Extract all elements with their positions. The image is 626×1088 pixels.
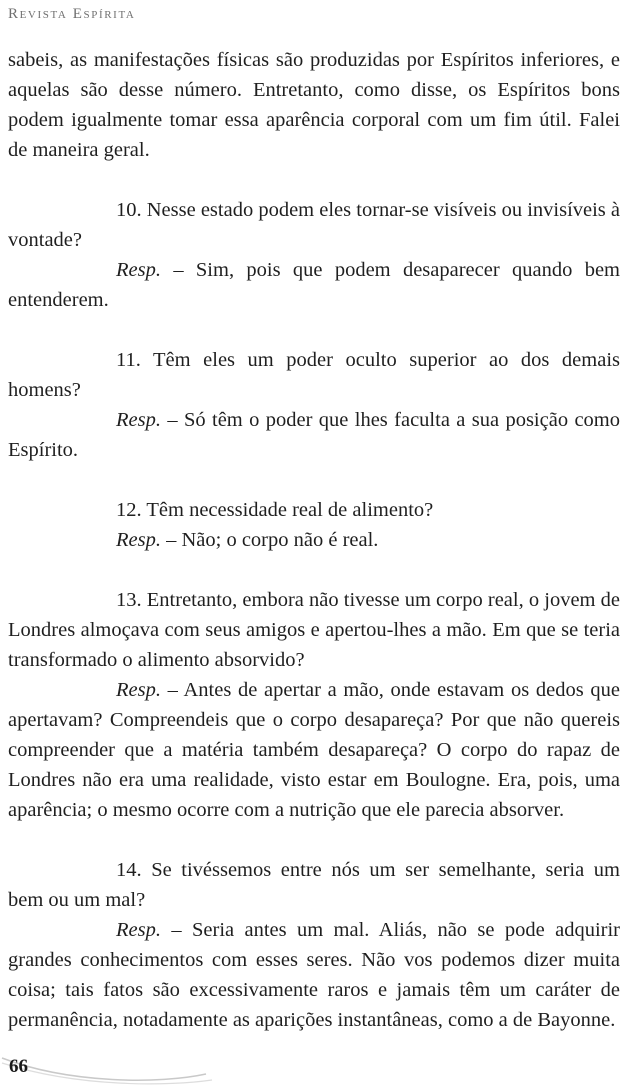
answer-14 bbox=[8, 915, 620, 1035]
page-number: 66 bbox=[9, 1056, 28, 1077]
resp-label: Resp. bbox=[116, 259, 161, 281]
answer-10 bbox=[8, 255, 620, 315]
answer-11 bbox=[8, 405, 620, 465]
question-14: 14. Se tivéssemos entre nós um ser semelhante, seria um bem ou um mal? bbox=[8, 859, 620, 911]
answer-13 bbox=[8, 675, 620, 825]
answer-12 bbox=[8, 525, 620, 555]
running-head: Revista Espírita bbox=[8, 6, 136, 22]
answer-text: – Só têm o poder que lhes faculta a sua posição como Espírito. bbox=[8, 409, 620, 461]
question-13: 13. Entretanto, embora não tivesse um corpo real, o jovem de Londres almoçava com seus amigos e apertou-lhes a mão. Em que se teria transformado o alimento absorvido? bbox=[8, 589, 620, 671]
question-11: 11. Têm eles um poder oculto superior ao dos demais homens? bbox=[8, 349, 620, 401]
resp-label: Resp. bbox=[116, 409, 161, 431]
intro-paragraph: sabeis, as manifestações físicas são produzidas por Espíritos inferiores, e aquelas são desse número. Entretanto, como disse, os Espíritos bons podem igualmente tomar essa aparência corporal com um fim útil. Falei de maneira geral. bbox=[8, 49, 620, 161]
resp-label: Resp. bbox=[116, 679, 161, 701]
answer-text: – Não; o corpo não é real. bbox=[160, 529, 379, 551]
resp-label: Resp. bbox=[116, 919, 161, 941]
resp-label: Resp. bbox=[116, 529, 161, 551]
question-12: 12. Têm necessidade real de alimento? bbox=[116, 499, 434, 521]
question-10: 10. Nesse estado podem eles tornar-se visíveis ou invisíveis à vontade? bbox=[8, 199, 621, 251]
answer-text: – Antes de apertar a mão, onde estavam os dedos que apertavam? Compreendeis que o corpo desapareça? Por que não quereis compreender que a matéria também desapareça? O corpo do rapaz de Londres não era uma realidade, visto estar em Boulogne. Era, pois, uma aparência; o mesmo ocorre com a nutrição que ele parecia absorver. bbox=[8, 679, 620, 821]
answer-text: – Seria antes um mal. Aliás, não se pode adquirir grandes conhecimentos com esses seres. Não vos podemos dizer muita coisa; tais fatos são excessivamente raros e jamais têm um caráter de permanência, notadamente as aparições instantâneas, como a de Bayonne. bbox=[8, 919, 620, 1031]
answer-text: – Sim, pois que podem desaparecer quando bem entenderem. bbox=[8, 259, 620, 311]
page-swoosh-ornament bbox=[0, 1050, 240, 1088]
page-body bbox=[8, 45, 620, 1035]
